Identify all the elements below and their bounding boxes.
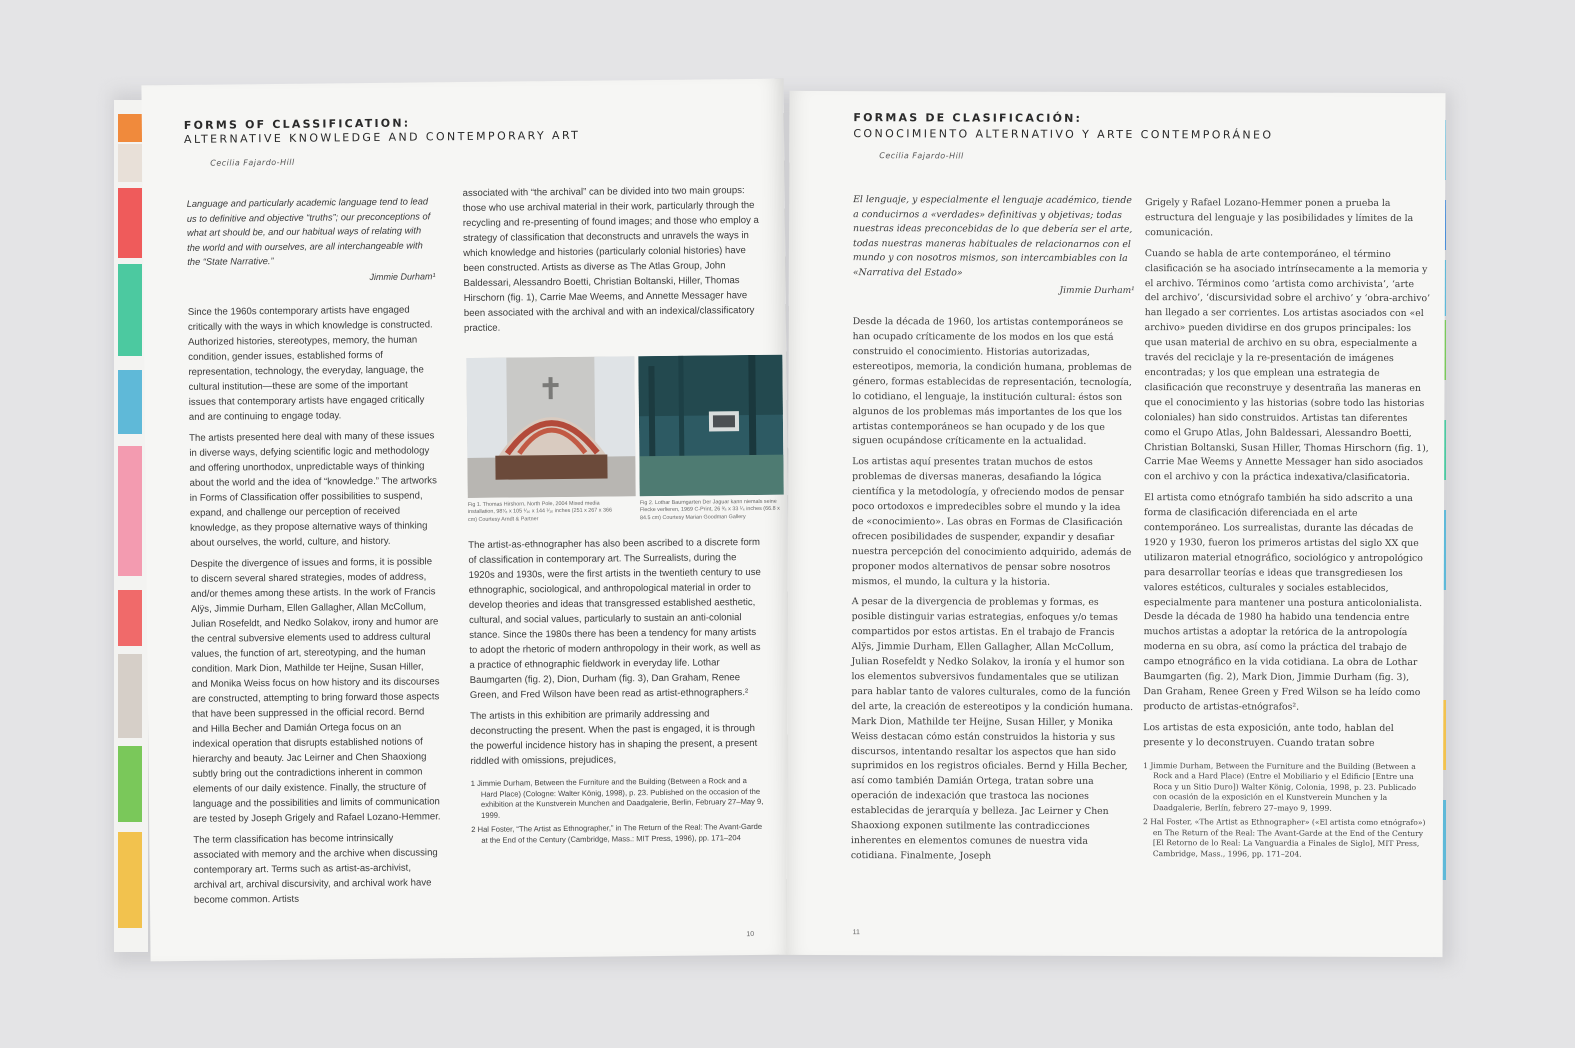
left-page <box>141 79 792 962</box>
color-tab <box>118 446 142 576</box>
paragraph: The artists in this exhibition are primarily addressing and deconstructing the present. When the past is engaged, it is through the powerful incidence history has in shaping the present, a present riddled with omissions, prejudices, <box>470 708 758 767</box>
right-column-2 <box>1143 196 1431 864</box>
figure-2-caption: Fig 2. Lothar Baumgarten Der Jaguar kann niemals seine Flecke verlieren, 1969 C-Print, 26 ³⁄₈ x 33 ¹⁄₄ inches (66.8 x 84.5 cm) Courtesy Marian Goodman Gallery <box>639 498 780 522</box>
paragraph: Despite the divergence of issues and forms, it is possible to discern several shared strategies, modes of address, and/or themes among these artists. In the work of Francis Alÿs, Jimmie Durham, Ellen Gallagher, Allan McCollum, Julian Rosefeldt, and Nedko Solakov, irony and humor are the central subversive elements used to address cultural values, the function of art, stereotyping, and the human condition. Mark Dion, Mathilde ter Heijne, Susan Hiller, and Monika Weiss focus on how history and its discourses are constructed, attempting to bring forward those aspects that have been suppressed in the official record. Bernd and Hilla Becher and Damián Ortega focus on an indexical operation that disrupts established notions of hierarchy and beauty. Jac Leirner and Chen Shaoxiong subtly bring out the contradictions inherent in common elements of our daily existence. Finally, the structure of language and the possibilities and limits of communication are tested by Joseph Grigely and Rafael Lozano-Hemmer. <box>190 555 441 825</box>
page-number: 11 <box>852 929 860 937</box>
paragraph: Desde la década de 1960, los artistas contemporáneos se han ocupado críticamente de los modos en los que está construido el conocimiento. Historias autorizadas, estereotipos, memoria, la condición humana, problemas de género, formas establecidas de representación, tecnología, lo cotidiano, el lenguaje, la institución cultural: éstos son algunos de los problemas más importantes de los que los artistas contemporáneos se han ocupado y de los que siguen ocupándose críticamente en la actualidad. <box>852 316 1132 448</box>
color-tab <box>118 114 142 142</box>
color-tab <box>118 370 142 434</box>
paragraph: El artista como etnógrafo también ha sido adscrito a una forma de clasificación diferenciada en el arte contemporáneo. Los surrealistas, durante las décadas de 1920 y 1930, fueron los primeros artistas del siglo XX que utilizaron material etnográfico, sociológico y antropológico para desarrollar teorías e ideas que transgrediesen los valores estéticos, culturales y sociales establecidos, especialmente para mantener una postura anticolonialista. Desde la década de 1980 ha habido una tendencia entre muchos artistas a adoptar la retórica de la antropología moderna en su obra, así como la práctica del trabajo de campo etnográfico en la vida cotidiana. La obra de Lothar Baumgarten (fig. 2), Mark Dion, Jimmie Durham (fig. 3), Dan Graham, Renee Green y Fred Wilson se ha leído como producto de artistas-etnógrafos². <box>1143 492 1423 713</box>
paragraph: A pesar de la divergencia de problemas y formas, es posible distinguir varias estrategias, enfoques y/o temas compartidos por estos artistas. En el trabajo de Francis Alÿs, Jimmie Durham, Ellen Gallagher, Allan McCollum, Julian Rosefeldt y Nedko Solakov, la ironía y el humor son los elementos subversivos fundamentales que se utilizan para hablar tanto de valores culturales, como de la función del arte, la creación de estereotipos y la condición humana. Mark Dion, Mathilde ter Heijne, Susan Hiller, y Monika Weiss destacan cómo están construidos la historia y sus discursos, intentando resaltar los aspectos que han sido suprimidos en los registros oficiales. Bernd y Hilla Becher, así como también Damián Ortega, tratan sobre una operación de indexación que trastoca las nociones establecidas de jerarquía y belleza. Jac Leirner y Chen Shaoxiong exponen sutilmente las contradicciones inherentes en elementos comunes de nuestra vida cotidiana. Finalmente, Joseph <box>850 596 1134 862</box>
color-tab <box>118 188 142 258</box>
figure-1-caption: Fig 1. Thomas Hirshorn, North Pole, 2004 Mixed media installation, 98⁷⁄₈ x 105 ¹⁄₁₆ x 144 ¹⁄₁₆ inches (251 x 267 x 366 cm) Courtesy Arndt & Partner <box>467 500 612 523</box>
epigraph-quote: El lenguaje, y especialmente el lenguaje académico, tiende a conducirnos a «verdades» definitivas y objetivas; todas nuestras ideas preconcebidas de lo que debería ser el arte, todas nuestras maneras habituales de relacionarnos con el mundo y con nosotros mismos, son intercambiables con la «Narrativa del Estado» <box>852 194 1133 279</box>
color-tab <box>118 144 142 182</box>
paragraph: Cuando se habla de arte contemporáneo, el término clasificación se ha asociado intrínsecamente a la memoria y el archivo. Términos como ‘artista como archivista’, ‘arte del archivo’, ‘discursividad sobre el archivo’ y ‘obra-archivo’ han llegado a ser corrientes. Los artistas asociados con «el archivo» pueden dividirse en dos grupos principales: los que usan material de archivo en su obra, especialmente a través del reciclaje y la re-presentación de imágenes encontradas; y los que emplean una estrategia de clasificación que reconstruye y desentraña las maneras en que el conocimiento y las historias (sobre todo las historias coloniales) han sido construidos. Artistas tan diferentes como el Grupo Atlas, John Baldessari, Alessandro Boetti, Christian Boltanski, Susan Hiller, Thomas Hirschorn (fig. 1), Carrie Mae Weems y Annette Messager han sido asociados con el archivo y con la práctica indexativa/clasificatoria. <box>1144 247 1431 484</box>
page-title: FORMS OF CLASSIFICATION: <box>183 116 411 132</box>
page-title: FORMAS DE CLASIFICACIÓN: <box>853 111 1083 125</box>
right-page <box>786 91 1445 957</box>
paragraph: The artist-as-ethnographer has also been ascribed to a discrete form of classification in contemporary art. The Surrealists, during the 1920s and 1930s, were the first artists in the twentieth century to use ethnographic, sociological, and anthropological material in order to develop theories and ideas that transgressed established aesthetic, cultural, and social values, particularly to sustain an anti-colonial stance. Since the 1980s there has been a tendency for many artists to adopt the rhetoric of modern anthropology in their work, as well as a practice of ethnographic fieldwork in everyday life. Lothar Baumgarten (fig. 2), Dion, Durham (fig. 3), Dan Graham, Renee Green, and Fred Wilson have been read as artist-ethnographers.² <box>468 536 761 701</box>
paragraph: associated with “the archival” can be divided into two main groups: those who use archival material in their work, particularly through the recycling and re-presenting of found images; and those who employ a strategy of classification that deconstructs and unravels the ways in which knowledge and histories (particularly colonial histories) have been constructed. Artists as diverse as The Atlas Group, John Baldessari, Alessandro Boetti, Christian Boltanski, Hiller, Thomas Hirschorn (fig. 1), Carrie Mae Weems, and Annette Messager have been associated with the archival and with an indexical/classificatory practice. <box>462 185 759 335</box>
paragraph: Los artistas aquí presentes tratan muchos de estos problemas de diversas maneras, desafiando la lógica científica y la metodología, y ofreciendo modos de pensar poco ortodoxos e impredecibles sobre el mundo y la idea de «conocimiento». Las obras en Formas de Clasificación ofrecen posibilidades de suspender, expandir y desafiar nuestra percepción del conocimiento adquirido, además de proponer modos alternativos de pensar sobre nosotros mismos, el mundo, la cultura y la historia. <box>851 456 1132 588</box>
color-tab <box>118 654 142 738</box>
footnote: 1 Jimmie Durham, Between the Furniture and the Building (Between a Rock and a Hard Place) (Cologne: Walter König, 1998), p. 23. Published on the occasion of the exhibition at the Kunstverein Munchen and Daadgalerie, Berlin, February 27–May 9, 1999. <box>470 776 764 820</box>
paragraph: Since the 1960s contemporary artists have engaged critically with the ways in which knowledge is constructed. Authorized histories, stereotypes, memory, the human condition, gender issues, established forms of representation, technology, the everyday, language, the cultural institution—these are some of the important issues that contemporary artists have engaged critically and are continuing to engage today. <box>187 304 433 423</box>
page-subtitle: CONOCIMIENTO ALTERNATIVO Y ARTE CONTEMPORÁNEO <box>853 127 1274 142</box>
color-tab <box>118 590 142 646</box>
figure-1-image <box>466 356 635 498</box>
left-column-2 <box>463 183 761 342</box>
footnote: 2 Hal Foster, “The Artist as Ethnographer,” in The Return of the Real: The Avant-Garde at the End of the Century (Cambridge, Mass.: MIT Press, 1996), pp. 171–204 <box>471 821 763 845</box>
footnote: 1 Jimmie Durham, Between the Furniture and the Building (Between a Rock and a Hard Place) (Entre el Mobiliario y el Edificio [Entre una Roca y un Sitio Duro]) Walter König, Colonia, 1998, p. 23. Publicado con ocasión de la exposición en el Kunstverein Munchen y la Daadgalerie, Berlín, febrero 27–mayo 9, 1999. <box>1143 760 1417 813</box>
paragraph: The term classification has become intrinsically associated with memory and the archive when discussing contemporary art. Terms such as artist-as-archivist, archival art, archival discursivity, and archival work have become common. Artists <box>193 832 438 906</box>
author-name: Cecilia Fajardo-Hill <box>210 157 295 168</box>
epigraph-quote: Language and particularly academic language tend to lead us to definitive and objective “truths”; our preconceptions of what art should be, and our habitual ways of relating with the world and with ourselves, are all interchangeable with the “State Narrative.” <box>186 196 431 268</box>
paragraph: The artists presented here deal with many of these issues in diverse ways, defying scientific logic and methodology and offering unorthodox, unpredictable ways of thinking about the world and the idea of “knowledge.” The artworks in Forms of Classification offer possibilities to suspend, expand, and challenge our perception of received knowledge, as they propose alternative ways of thinking about ourselves, the world, culture, and history. <box>189 429 437 549</box>
epigraph-attribution: Jimmie Durham¹ <box>1059 285 1135 296</box>
figure-2-image <box>638 355 783 497</box>
color-tab <box>118 832 142 928</box>
footnotes <box>1143 761 1429 860</box>
epigraph-attribution: Jimmie Durham¹ <box>369 271 436 282</box>
author-name: Cecilia Fajardo-Hill <box>879 151 964 161</box>
color-tab <box>118 746 142 822</box>
page-number: 10 <box>746 931 755 939</box>
footnotes <box>471 776 766 846</box>
color-tab <box>118 264 142 356</box>
left-column-1 <box>187 194 442 913</box>
right-column-1 <box>851 193 1135 871</box>
page-subtitle: ALTERNATIVE KNOWLEDGE AND CONTEMPORARY ART <box>183 128 581 146</box>
footnote: 2 Hal Foster, «The Artist as Ethnographer» («El artista como etnógrafo») en The Return of the Real: The Avant-Garde at the End of the Century [El Retorno de lo Real: La Vanguardia a Finales de Siglo], MIT Press, Cambridge, Mass., 1996, pp. 171–204. <box>1142 817 1426 859</box>
paragraph: Grigely y Rafael Lozano-Hemmer ponen a prueba la estructura del lenguaje y las posibilidades y límites de la comunicación. <box>1144 197 1414 239</box>
paragraph: Los artistas de esta exposición, ante todo, hablan del presente y lo deconstruyen. Cuando tratan sobre <box>1143 721 1394 749</box>
left-column-2-lower <box>468 535 765 850</box>
